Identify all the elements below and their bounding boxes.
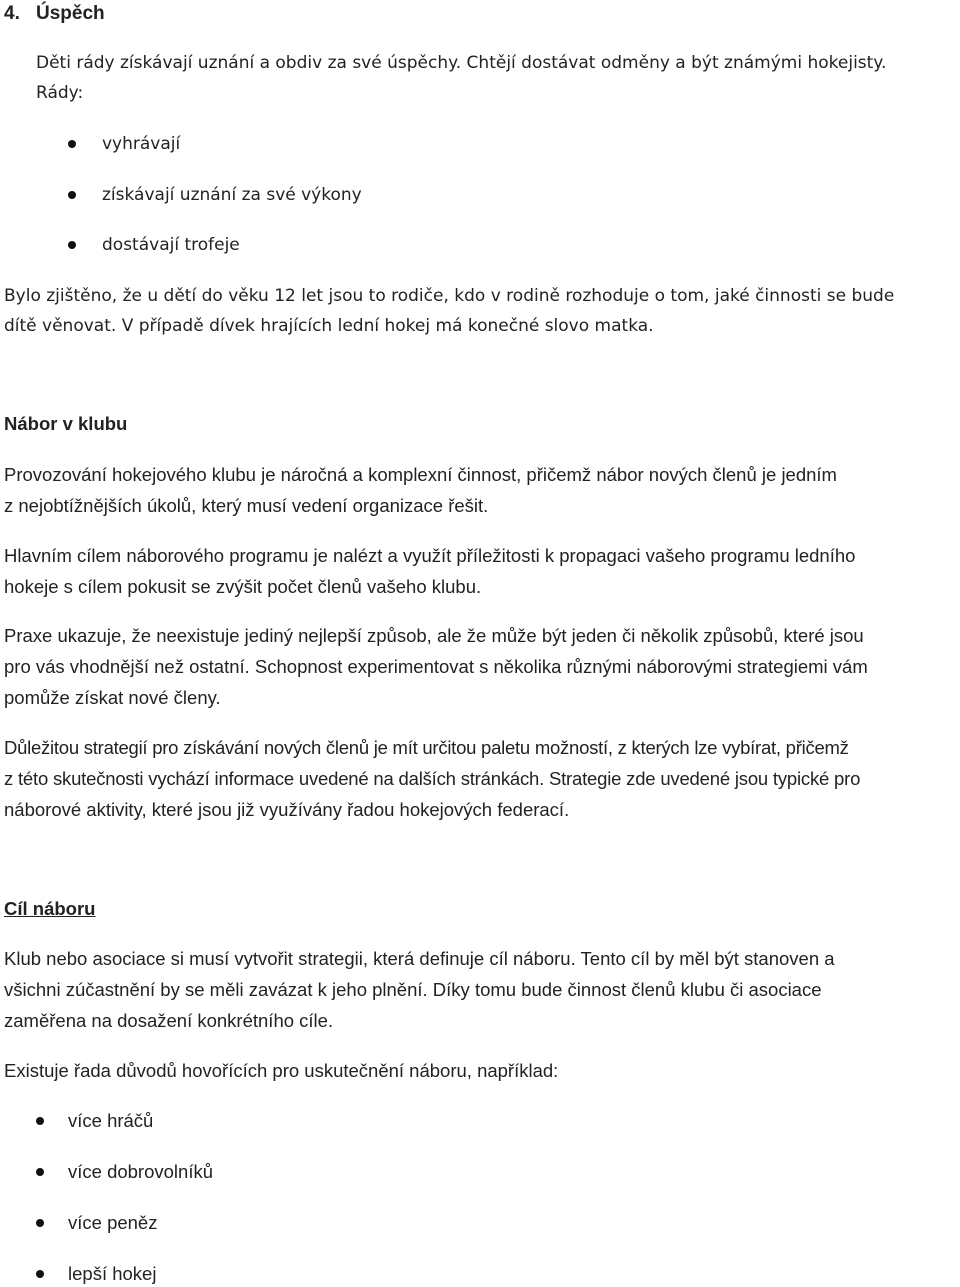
- cil-heading: Cíl náboru: [4, 898, 96, 919]
- nabor-p2-line-1: Hlavním cílem náborového programu je nalézt a využít příležitosti k propagaci vašeho programu ledního: [4, 545, 856, 566]
- nabor-p4-line-1: Důležitou strategií pro získávání nových členů je mít určitou paletu možností, z kterých lze vybírat, přičemž: [4, 737, 849, 758]
- cil-paragraph-2: Existuje řada důvodů hovořících pro uskutečnění náboru, například:: [4, 1060, 559, 1081]
- nabor-paragraph-1: [4, 459, 958, 521]
- list-item-text: více dobrovolníků: [68, 1161, 214, 1182]
- section-heading: [4, 1, 958, 27]
- nabor-p4-line-2: z této skutečnosti vychází informace uvedené na dalších stránkách. Strategie zde uvedené jsou typické pro: [4, 768, 861, 789]
- list-item-text: vyhrávají: [102, 134, 181, 154]
- cil-p1-line-2: všichni zúčastnění by se měli zavázat k jeho plnění. Díky tomu bude činnost členů klubu či asociace: [4, 979, 822, 1000]
- bullet-icon: [68, 241, 76, 249]
- bullet-icon: [36, 1270, 44, 1278]
- nabor-p2-line-2: hokeje s cílem pokusit se zvýšit počet členů vašeho klubu.: [4, 576, 482, 597]
- nabor-p3-line-1: Praxe ukazuje, že neexistuje jediný nejlepší způsob, ale že může být jeden či několik způsobů, které jsou: [4, 625, 864, 646]
- list-item-text: více peněz: [68, 1212, 158, 1233]
- nabor-paragraph-2: [4, 540, 958, 602]
- bullet-icon: [68, 140, 76, 148]
- intro-line-1: Děti rády získávají uznání a obdiv za své úspěchy. Chtějí dostávat odměny a být známými hokejisty.: [36, 53, 887, 73]
- nabor-paragraph-4: [4, 732, 958, 825]
- cil-p1-line-1: Klub nebo asociace si musí vytvořit strategii, která definuje cíl náboru. Tento cíl by měl být stanoven a: [4, 948, 835, 969]
- list-item-text: více hráčů: [68, 1110, 154, 1131]
- bullet-icon: [36, 1117, 44, 1125]
- cil-paragraph-1: [4, 943, 958, 1036]
- parents-paragraph: [4, 281, 958, 341]
- bullet-icon: [68, 191, 76, 199]
- nabor-p1-line-1: Provozování hokejového klubu je náročná a komplexní činnost, přičemž nábor nových členů je jedním: [4, 464, 837, 485]
- list-item-text: získávají uznání za své výkony: [102, 185, 362, 205]
- nabor-p4-line-3: náborové aktivity, které jsou již využívány řadou hokejových federací.: [4, 799, 570, 820]
- nabor-heading: Nábor v klubu: [4, 413, 128, 434]
- section-number: 4.: [4, 3, 20, 24]
- bullet-icon: [36, 1168, 44, 1176]
- intro-line-2: Rády:: [36, 83, 84, 103]
- section-title: Úspěch: [36, 3, 105, 24]
- parents-line-1: Bylo zjištěno, že u dětí do věku 12 let jsou to rodiče, kdo v rodině rozhoduje o tom, jaké činnosti se bude: [4, 286, 895, 306]
- intro-paragraph: [36, 48, 958, 108]
- cil-p1-line-3: zaměřena na dosažení konkrétního cíle.: [4, 1010, 334, 1031]
- nabor-p3-line-3: pomůže získat nové členy.: [4, 687, 221, 708]
- nabor-p3-line-2: pro vás vhodnější než ostatní. Schopnost experimentovat s několika různými náborovými strategiemi vám: [4, 656, 868, 677]
- parents-line-2: dítě věnovat. V případě dívek hrajících lední hokej má konečné slovo matka.: [4, 316, 654, 336]
- bullet-icon: [36, 1219, 44, 1227]
- nabor-p1-line-2: z nejobtížnějších úkolů, který musí vedení organizace řešit.: [4, 495, 489, 516]
- nabor-paragraph-3: [4, 620, 958, 713]
- list-item-text: lepší hokej: [68, 1263, 157, 1284]
- list-item-text: dostávají trofeje: [102, 235, 240, 255]
